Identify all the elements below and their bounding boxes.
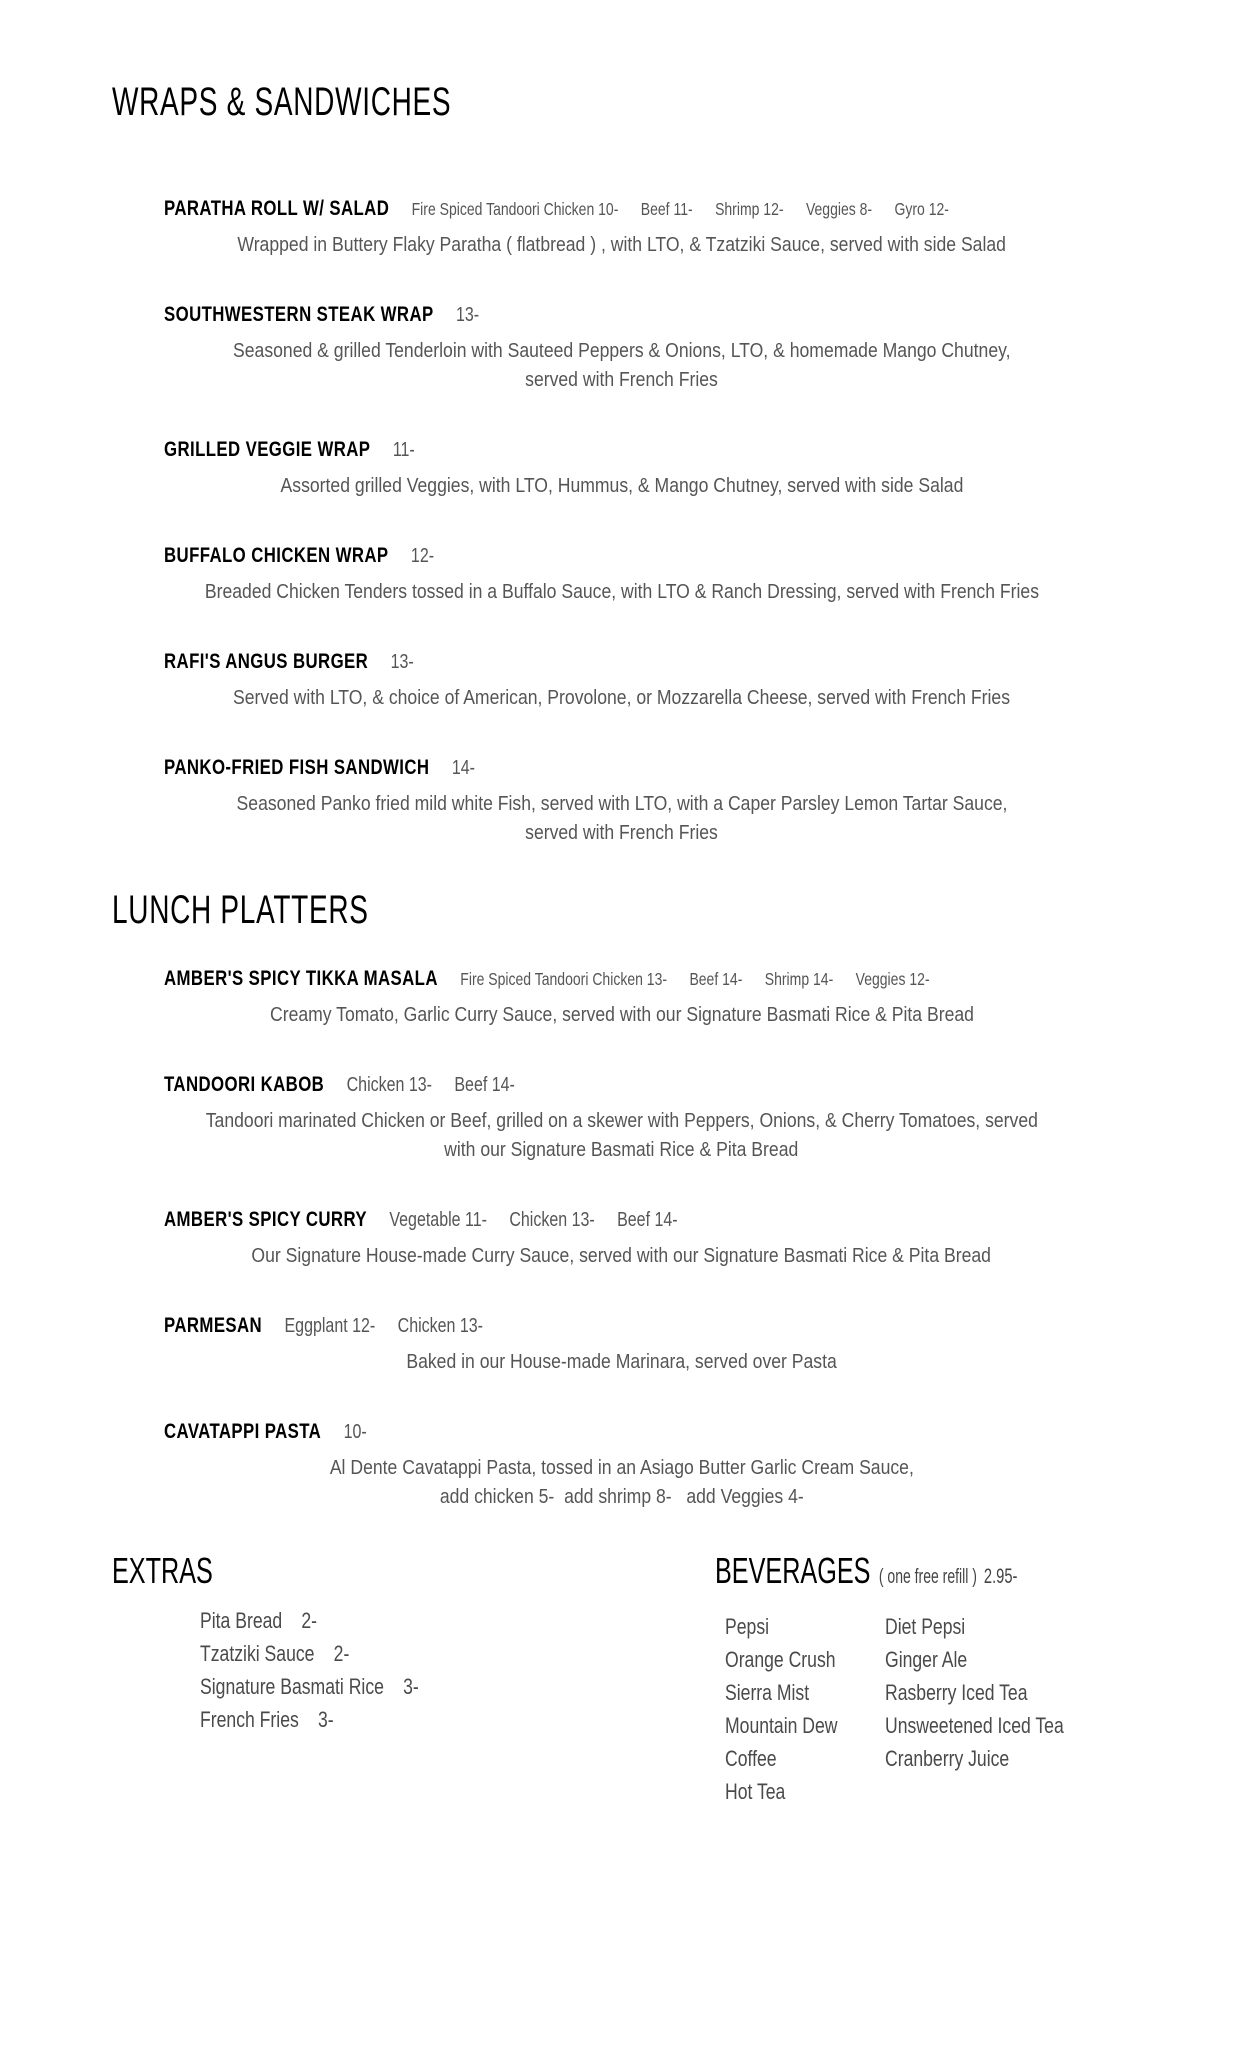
section-title-lunch-platters xyxy=(112,890,1131,930)
menu-item-tandoori-kabob xyxy=(112,1072,1131,1165)
item-prices: 13- xyxy=(456,304,480,326)
menu-item-cavatappi-pasta xyxy=(112,1419,1131,1512)
extras-section xyxy=(112,1550,715,1808)
extras-item-name: Tzatziki Sauce xyxy=(200,1641,315,1666)
footer xyxy=(112,1550,1131,1808)
beverage-item: Hot Tea xyxy=(725,1779,786,1804)
item-description: Our Signature House-made Curry Sauce, served with our Signature Basmati Rice & Pita Bread xyxy=(251,1245,992,1267)
beverage-item: Rasberry Iced Tea xyxy=(885,1680,1028,1705)
beverage-item: Coffee xyxy=(725,1746,777,1771)
beverage-row xyxy=(725,1709,1147,1742)
beverages-refill-note: ( one free refill ) xyxy=(878,1566,977,1588)
beverage-item xyxy=(885,1775,1147,1808)
item-description: Baked in our House-made Marinara, served over Pasta xyxy=(406,1351,837,1373)
extras-title: EXTRAS xyxy=(112,1550,213,1591)
item-description: Seasoned & grilled Tenderloin with Sauteed Peppers & Onions, LTO, & homemade Mango Chutney, xyxy=(232,340,1011,362)
extras-item-price: 3- xyxy=(403,1674,419,1699)
extras-item xyxy=(200,1637,715,1670)
beverages-list xyxy=(715,1610,1147,1808)
item-name: CAVATAPPI PASTA xyxy=(164,1420,322,1443)
menu-item-southwestern-steak-wrap xyxy=(112,302,1131,395)
menu-item-tikka-masala xyxy=(112,966,1131,1030)
menu-item-parmesan xyxy=(112,1313,1131,1377)
beverage-item: Diet Pepsi xyxy=(885,1614,966,1639)
menu-item-panko-fried-fish-sandwich xyxy=(112,755,1131,848)
section-title-wraps xyxy=(112,82,1131,122)
item-name: AMBER'S SPICY TIKKA MASALA xyxy=(164,967,438,990)
item-prices: Vegetable 11- Chicken 13- Beef 14- xyxy=(389,1209,678,1231)
item-name: PANKO-FRIED FISH SANDWICH xyxy=(164,756,430,779)
beverage-item: Cranberry Juice xyxy=(885,1746,1010,1771)
item-name: PARATHA ROLL W/ SALAD xyxy=(164,197,390,220)
item-description: Served with LTO, & choice of American, Provolone, or Mozzarella Cheese, served with French Fries xyxy=(232,687,1011,709)
item-prices: 10- xyxy=(343,1421,367,1443)
menu-item-buffalo-chicken-wrap xyxy=(112,543,1131,607)
beverage-row xyxy=(725,1775,1147,1808)
extras-item xyxy=(200,1670,715,1703)
item-description: Assorted grilled Veggies, with LTO, Hummus, & Mango Chutney, served with side Salad xyxy=(280,475,963,497)
item-name: TANDOORI KABOB xyxy=(164,1073,325,1096)
item-description: served with French Fries xyxy=(525,822,718,844)
item-prices: Chicken 13- Beef 14- xyxy=(346,1074,515,1096)
beverages-price: 2.95- xyxy=(983,1565,1018,1588)
item-name: PARMESAN xyxy=(164,1314,263,1337)
extras-item xyxy=(200,1604,715,1637)
menu-item-rafis-angus-burger xyxy=(112,649,1131,713)
menu-item-paratha-roll xyxy=(112,196,1131,260)
beverages-title-text: BEVERAGES xyxy=(715,1550,871,1591)
extras-item-price: 2- xyxy=(301,1608,318,1633)
item-name: BUFFALO CHICKEN WRAP xyxy=(164,544,389,567)
extras-list xyxy=(200,1604,715,1736)
item-description: Seasoned Panko fried mild white Fish, served with LTO, with a Caper Parsley Lemon Tartar Sauce, xyxy=(236,793,1007,815)
item-name: GRILLED VEGGIE WRAP xyxy=(164,438,371,461)
section-title-wraps-text: WRAPS & SANDWICHES xyxy=(112,80,452,124)
item-name: AMBER'S SPICY CURRY xyxy=(164,1208,367,1231)
item-prices: 12- xyxy=(410,545,435,567)
item-description: Creamy Tomato, Garlic Curry Sauce, served with our Signature Basmati Rice & Pita Bread xyxy=(269,1004,974,1026)
beverage-item: Sierra Mist xyxy=(725,1680,810,1705)
extras-item-price: 2- xyxy=(333,1641,350,1666)
menu-item-spicy-curry xyxy=(112,1207,1131,1271)
item-description: Wrapped in Buttery Flaky Paratha ( flatbread ) , with LTO, & Tzatziki Sauce, served with side Salad xyxy=(237,234,1006,256)
beverage-item: Unsweetened Iced Tea xyxy=(885,1713,1064,1738)
beverage-row xyxy=(725,1742,1147,1775)
extras-item-name: Signature Basmati Rice xyxy=(200,1674,384,1699)
beverage-row xyxy=(725,1643,1147,1676)
beverage-row xyxy=(725,1610,1147,1643)
beverage-item: Ginger Ale xyxy=(885,1647,968,1672)
item-name: SOUTHWESTERN STEAK WRAP xyxy=(164,303,434,326)
beverages-section xyxy=(715,1550,1147,1808)
item-prices: 13- xyxy=(390,651,414,673)
item-prices: Fire Spiced Tandoori Chicken 13- Beef 14- Shrimp 14- Veggies 12- xyxy=(460,969,930,989)
extras-item-price: 3- xyxy=(317,1707,334,1732)
section-title-lunch-text: LUNCH PLATTERS xyxy=(112,888,369,932)
item-prices: 11- xyxy=(392,439,415,461)
item-description: served with French Fries xyxy=(525,369,718,391)
item-description: Al Dente Cavatappi Pasta, tossed in an Asiago Butter Garlic Cream Sauce, xyxy=(329,1457,914,1479)
extras-item-name: French Fries xyxy=(200,1707,299,1732)
item-prices: 14- xyxy=(451,757,475,779)
menu-item-grilled-veggie-wrap xyxy=(112,437,1131,501)
item-name: RAFI'S ANGUS BURGER xyxy=(164,650,369,673)
item-description: Tandoori marinated Chicken or Beef, grilled on a skewer with Peppers, Onions, & Cherry Tomatoes, served xyxy=(205,1110,1038,1132)
beverages-title xyxy=(715,1550,1147,1594)
item-description: with our Signature Basmati Rice & Pita Bread xyxy=(444,1139,799,1161)
beverage-row xyxy=(725,1676,1147,1709)
item-description: Breaded Chicken Tenders tossed in a Buffalo Sauce, with LTO & Ranch Dressing, served with French Fries xyxy=(204,581,1039,603)
beverage-item: Mountain Dew xyxy=(725,1713,838,1738)
extras-item-name: Pita Bread xyxy=(200,1608,283,1633)
item-description: add chicken 5- add shrimp 8- add Veggies 4- xyxy=(439,1486,804,1508)
beverage-item: Pepsi xyxy=(725,1614,770,1639)
item-prices: Eggplant 12- Chicken 13- xyxy=(284,1315,484,1337)
beverage-item: Orange Crush xyxy=(725,1647,836,1672)
extras-item xyxy=(200,1703,715,1736)
item-prices: Fire Spiced Tandoori Chicken 10- Beef 11- Shrimp 12- Veggies 8- Gyro 12- xyxy=(411,199,949,219)
